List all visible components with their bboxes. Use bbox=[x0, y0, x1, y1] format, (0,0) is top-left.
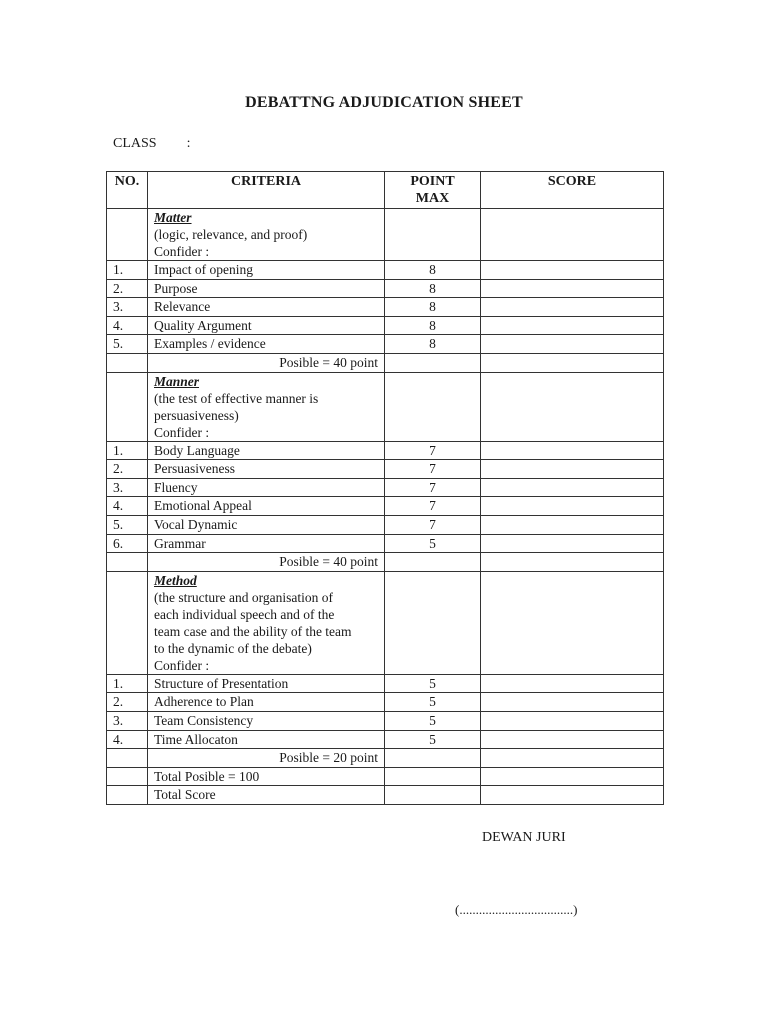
criteria-row bbox=[107, 534, 664, 553]
score-cell[interactable] bbox=[481, 674, 664, 693]
criteria-number: 2. bbox=[107, 279, 148, 298]
no-cell-empty bbox=[107, 553, 148, 572]
score-cell[interactable] bbox=[481, 515, 664, 534]
no-cell-empty bbox=[107, 372, 148, 441]
criteria-number: 5. bbox=[107, 335, 148, 354]
criteria-name: Persuasiveness bbox=[148, 460, 385, 479]
criteria-point-max: 7 bbox=[385, 478, 481, 497]
class-colon: : bbox=[186, 136, 191, 151]
criteria-row bbox=[107, 460, 664, 479]
criteria-number: 1. bbox=[107, 441, 148, 460]
section-description-line: to the dynamic of the debate) bbox=[154, 640, 312, 656]
section-description-line: team case and the ability of the team bbox=[154, 623, 352, 639]
score-cell[interactable] bbox=[481, 460, 664, 479]
point-cell-empty bbox=[385, 767, 481, 786]
section-description bbox=[148, 571, 385, 674]
no-cell-empty bbox=[107, 767, 148, 786]
criteria-number: 5. bbox=[107, 515, 148, 534]
no-cell-empty bbox=[107, 786, 148, 805]
point-cell-empty bbox=[385, 786, 481, 805]
criteria-point-max: 7 bbox=[385, 441, 481, 460]
criteria-point-max: 5 bbox=[385, 534, 481, 553]
criteria-name: Body Language bbox=[148, 441, 385, 460]
criteria-name: Time Allocaton bbox=[148, 730, 385, 749]
criteria-number: 2. bbox=[107, 693, 148, 712]
no-cell-empty bbox=[107, 353, 148, 372]
criteria-row bbox=[107, 730, 664, 749]
point-cell-empty bbox=[385, 553, 481, 572]
score-cell[interactable] bbox=[481, 749, 664, 768]
section-heading: Matter bbox=[154, 210, 192, 225]
header-score: SCORE bbox=[481, 172, 664, 209]
criteria-point-max: 8 bbox=[385, 261, 481, 280]
criteria-point-max: 5 bbox=[385, 711, 481, 730]
section-heading: Manner bbox=[154, 373, 200, 389]
section-description-line: (the test of effective manner is bbox=[154, 390, 319, 406]
score-cell[interactable] bbox=[481, 767, 664, 786]
criteria-point-max: 8 bbox=[385, 335, 481, 354]
criteria-row bbox=[107, 711, 664, 730]
criteria-name: Structure of Presentation bbox=[148, 674, 385, 693]
class-field bbox=[113, 136, 190, 152]
point-cell-empty bbox=[385, 571, 481, 674]
criteria-point-max: 5 bbox=[385, 693, 481, 712]
criteria-name: Fluency bbox=[148, 478, 385, 497]
posible-row bbox=[107, 553, 664, 572]
score-cell[interactable] bbox=[481, 279, 664, 298]
score-cell[interactable] bbox=[481, 353, 664, 372]
no-cell-empty bbox=[107, 209, 148, 261]
score-cell[interactable] bbox=[481, 335, 664, 354]
posible-label: Posible = 20 point bbox=[148, 749, 385, 768]
section-description bbox=[148, 209, 385, 261]
criteria-number: 2. bbox=[107, 460, 148, 479]
point-cell-empty bbox=[385, 372, 481, 441]
signature-line: (...................................) bbox=[455, 902, 578, 917]
criteria-point-max: 8 bbox=[385, 298, 481, 317]
dewan-juri-label: DEWAN JURI bbox=[482, 830, 566, 845]
score-cell[interactable] bbox=[481, 441, 664, 460]
class-label: CLASS bbox=[113, 136, 157, 151]
score-cell[interactable] bbox=[481, 711, 664, 730]
section-header-row bbox=[107, 209, 664, 261]
criteria-point-max: 8 bbox=[385, 316, 481, 335]
criteria-number: 4. bbox=[107, 316, 148, 335]
criteria-row bbox=[107, 316, 664, 335]
criteria-row bbox=[107, 693, 664, 712]
section-description-line: (the structure and organisation of bbox=[154, 589, 333, 605]
header-point: POINT bbox=[410, 174, 455, 189]
criteria-name: Examples / evidence bbox=[148, 335, 385, 354]
criteria-name: Team Consistency bbox=[148, 711, 385, 730]
score-cell[interactable] bbox=[481, 372, 664, 441]
section-description-line: each individual speech and of the bbox=[154, 606, 335, 622]
criteria-name: Adherence to Plan bbox=[148, 693, 385, 712]
criteria-point-max: 5 bbox=[385, 674, 481, 693]
posible-row bbox=[107, 353, 664, 372]
no-cell-empty bbox=[107, 749, 148, 768]
criteria-name: Emotional Appeal bbox=[148, 497, 385, 516]
criteria-name: Purpose bbox=[148, 279, 385, 298]
header-criteria: CRITERIA bbox=[148, 172, 385, 209]
criteria-name: Impact of opening bbox=[148, 261, 385, 280]
score-cell[interactable] bbox=[481, 730, 664, 749]
section-description bbox=[148, 372, 385, 441]
no-cell-empty bbox=[107, 571, 148, 674]
criteria-name: Quality Argument bbox=[148, 316, 385, 335]
criteria-row bbox=[107, 478, 664, 497]
criteria-name: Grammar bbox=[148, 534, 385, 553]
header-row bbox=[107, 172, 664, 209]
section-description-line: Confider : bbox=[154, 657, 210, 673]
criteria-number: 3. bbox=[107, 298, 148, 317]
point-cell-empty bbox=[385, 353, 481, 372]
total-posible-row bbox=[107, 767, 664, 786]
total-score-label: Total Score bbox=[148, 786, 385, 805]
total-score-cell[interactable] bbox=[481, 786, 664, 805]
criteria-row bbox=[107, 674, 664, 693]
score-cell[interactable] bbox=[481, 534, 664, 553]
score-cell[interactable] bbox=[481, 261, 664, 280]
score-cell[interactable] bbox=[481, 316, 664, 335]
sheet-title: DEBATTNG ADJUDICATION SHEET bbox=[245, 94, 523, 111]
criteria-point-max: 8 bbox=[385, 279, 481, 298]
criteria-name: Relevance bbox=[148, 298, 385, 317]
total-score-row bbox=[107, 786, 664, 805]
criteria-row bbox=[107, 441, 664, 460]
point-cell-empty bbox=[385, 749, 481, 768]
criteria-row bbox=[107, 497, 664, 516]
criteria-point-max: 7 bbox=[385, 460, 481, 479]
criteria-number: 1. bbox=[107, 261, 148, 280]
header-no: NO. bbox=[107, 172, 148, 209]
header-max: MAX bbox=[415, 191, 450, 206]
criteria-row bbox=[107, 261, 664, 280]
score-cell[interactable] bbox=[481, 478, 664, 497]
criteria-point-max: 5 bbox=[385, 730, 481, 749]
header-point-max bbox=[385, 172, 481, 209]
criteria-number: 3. bbox=[107, 711, 148, 730]
score-cell[interactable] bbox=[481, 209, 664, 261]
score-cell[interactable] bbox=[481, 553, 664, 572]
criteria-number: 4. bbox=[107, 497, 148, 516]
criteria-name: Vocal Dynamic bbox=[148, 515, 385, 534]
criteria-number: 6. bbox=[107, 534, 148, 553]
criteria-number: 4. bbox=[107, 730, 148, 749]
posible-row bbox=[107, 749, 664, 768]
posible-label: Posible = 40 point bbox=[148, 553, 385, 572]
section-header-row bbox=[107, 372, 664, 441]
criteria-row bbox=[107, 279, 664, 298]
section-description-line: persuasiveness) bbox=[154, 407, 239, 423]
score-cell[interactable] bbox=[481, 571, 664, 674]
score-cell[interactable] bbox=[481, 497, 664, 516]
point-cell-empty bbox=[385, 209, 481, 261]
criteria-point-max: 7 bbox=[385, 497, 481, 516]
score-cell[interactable] bbox=[481, 298, 664, 317]
criteria-point-max: 7 bbox=[385, 515, 481, 534]
section-header-row bbox=[107, 571, 664, 674]
criteria-row bbox=[107, 515, 664, 534]
section-description-line: (logic, relevance, and proof) bbox=[154, 227, 308, 242]
criteria-number: 3. bbox=[107, 478, 148, 497]
section-description-line: Confider : bbox=[154, 244, 210, 259]
section-heading: Method bbox=[154, 572, 197, 588]
posible-label: Posible = 40 point bbox=[148, 353, 385, 372]
criteria-number: 1. bbox=[107, 674, 148, 693]
section-description-line: Confider : bbox=[154, 424, 210, 440]
score-cell[interactable] bbox=[481, 693, 664, 712]
total-posible-label: Total Posible = 100 bbox=[148, 767, 385, 786]
criteria-row bbox=[107, 298, 664, 317]
adjudication-table bbox=[106, 171, 664, 805]
criteria-row bbox=[107, 335, 664, 354]
